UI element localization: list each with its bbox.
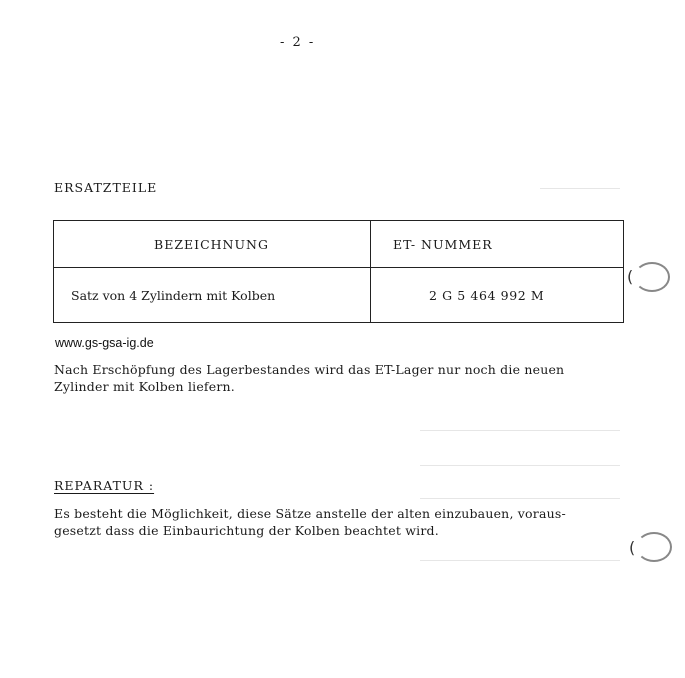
punch-hole (636, 532, 672, 562)
punch-hole-mark: ( (629, 538, 636, 557)
paragraph-line: Es besteht die Möglichkeit, diese Sätze anstelle der alten einzubauen, voraus- (54, 506, 566, 521)
section-title-repair: REPARATUR : (54, 478, 155, 493)
spare-parts-table (53, 220, 624, 323)
bleed-through-line (420, 560, 620, 561)
stock-note-paragraph (54, 361, 624, 395)
paragraph-line: Zylinder mit Kolben liefern. (54, 379, 235, 394)
bleed-through-line (420, 465, 620, 466)
punch-hole (634, 262, 670, 292)
column-header-part-number: ET- NUMMER (371, 221, 624, 268)
column-header-designation: BEZEICHNUNG (54, 221, 371, 268)
repair-paragraph (54, 505, 624, 539)
page-number: - 2 - (280, 35, 316, 50)
paragraph-line: gesetzt dass die Einbaurichtung der Kolben beachtet wird. (54, 523, 439, 538)
bleed-through-line (540, 188, 620, 189)
table-row (54, 268, 624, 323)
website-link[interactable]: www.gs-gsa-ig.de (55, 336, 154, 350)
cell-part-number: 2 G 5 464 992 M (371, 268, 624, 323)
paragraph-line: Nach Erschöpfung des Lagerbestandes wird das ET-Lager nur noch die neuen (54, 362, 565, 377)
table-header-row (54, 221, 624, 268)
punch-hole-mark: ( (627, 267, 634, 286)
bleed-through-line (420, 430, 620, 431)
bleed-through-line (420, 498, 620, 499)
cell-designation: Satz von 4 Zylindern mit Kolben (54, 268, 371, 323)
section-title-spare-parts: ERSATZTEILE (54, 180, 158, 195)
